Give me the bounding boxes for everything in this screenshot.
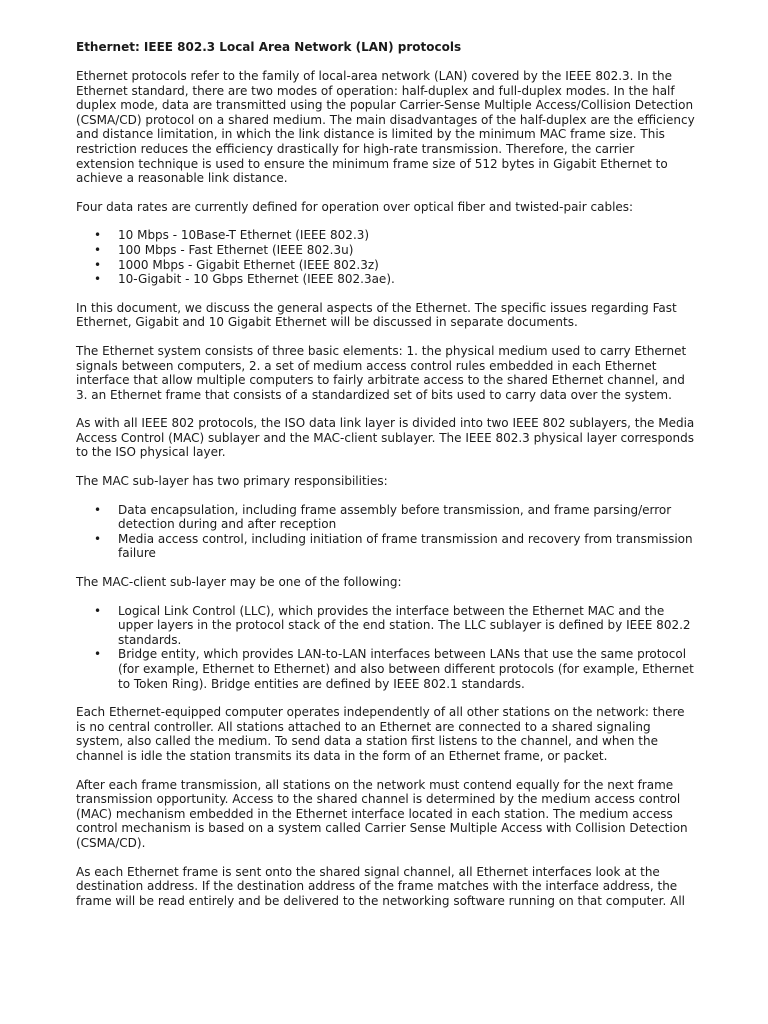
data-rates-list	[76, 228, 696, 286]
list-item: • 1000 Mbps - Gigabit Ethernet (IEEE 802.3z)	[118, 258, 696, 273]
list-item: • Bridge entity, which provides LAN-to-LAN interfaces between LANs that use the same protocol (for example, Ethernet to Ethernet) and also between different protocols (for example, Ethernet to Token Ring). Bridge entities are defined by IEEE 802.1 standards.	[118, 647, 696, 691]
document-page	[76, 40, 696, 922]
list-item: • Data encapsulation, including frame assembly before transmission, and frame parsing/error detection during and after reception	[118, 503, 696, 532]
mac-intro-paragraph: The MAC sub-layer has two primary responsibilities:	[76, 474, 388, 489]
each-frame-paragraph: As each Ethernet frame is sent onto the shared signal channel, all Ethernet interfaces look at the destination address. If the destination address of the frame matches with the interface address, the frame will be read entirely and be delivered to the networking software running on that computer. All	[76, 864, 686, 908]
list-item: • 10 Mbps - 10Base-T Ethernet (IEEE 802.3)	[118, 228, 696, 243]
rates-intro-paragraph: Four data rates are currently defined for operation over optical fiber and twisted-pair cables:	[76, 199, 634, 214]
mac-client-intro-paragraph: The MAC-client sub-layer may be one of the following:	[76, 575, 402, 590]
mac-responsibilities-list	[76, 503, 696, 561]
ethernet-system-paragraph: The Ethernet system consists of three basic elements: 1. the physical medium used to carry Ethernet signals between computers, 2. a set of medium access control rules embedded in each Ethernet interface that allow multiple computers to fairly arbitrate access to the shared Ethernet channel, and 3. an Ethernet frame that consists of a standardized set of bits used to carry data over the system.	[76, 343, 687, 402]
after-frame-paragraph: After each frame transmission, all stations on the network must contend equally for the next frame transmission opportunity. Access to the shared channel is determined by the medium access control (MAC) mechanism embedded in the Ethernet interface located in each station. The medium access control mechanism is based on a system called Carrier Sense Multiple Access with Collision Detection (CSMA/CD).	[76, 777, 688, 850]
list-item: • Media access control, including initiation of frame transmission and recovery from transmission failure	[118, 532, 696, 561]
list-item: • Logical Link Control (LLC), which provides the interface between the Ethernet MAC and the upper layers in the protocol stack of the end station. The LLC sublayer is defined by IEEE 802.2 standards.	[118, 604, 696, 648]
list-item: • 100 Mbps - Fast Ethernet (IEEE 802.3u)	[118, 243, 696, 258]
mac-client-list	[76, 604, 696, 692]
this-document-paragraph: In this document, we discuss the general aspects of the Ethernet. The specific issues regarding Fast Ethernet, Gigabit and 10 Gigabit Ethernet will be discussed in separate documents.	[76, 300, 677, 330]
independent-stations-paragraph: Each Ethernet-equipped computer operates independently of all other stations on the network: there is no central controller. All stations attached to an Ethernet are connected to a shared signaling system, also called the medium. To send data a station first listens to the channel, and when the channel is idle the station transmits its data in the form of an Ethernet frame, or packet.	[76, 705, 685, 763]
list-item: • 10-Gigabit - 10 Gbps Ethernet (IEEE 802.3ae).	[118, 272, 696, 287]
intro-paragraph: Ethernet protocols refer to the family of local-area network (LAN) covered by the IEEE 802.3. In the Ethernet standard, there are two modes of operation: half-duplex and full-duplex modes. In the half duplex mode, data are transmitted using the popular Carrier-Sense Multiple Access/Collision Detection (CSMA/CD) protocol on a shared medium. The main disadvantages of the half-duplex are the efficiency and distance limitation, in which the link distance is limited by the minimum MAC frame size. This restriction reduces the efficiency drastically for high-rate transmission. Therefore, the carrier extension technique is used to ensure the minimum frame size of 512 bytes in Gigabit Ethernet to achieve a reasonable link distance.	[76, 69, 695, 186]
iso-layers-paragraph: As with all IEEE 802 protocols, the ISO data link layer is divided into two IEEE 802 sublayers, the Media Access Control (MAC) sublayer and the MAC-client sublayer. The IEEE 802.3 physical layer corresponds to the ISO physical layer.	[76, 416, 695, 460]
document-title: Ethernet: IEEE 802.3 Local Area Network (LAN) protocols	[76, 40, 462, 54]
